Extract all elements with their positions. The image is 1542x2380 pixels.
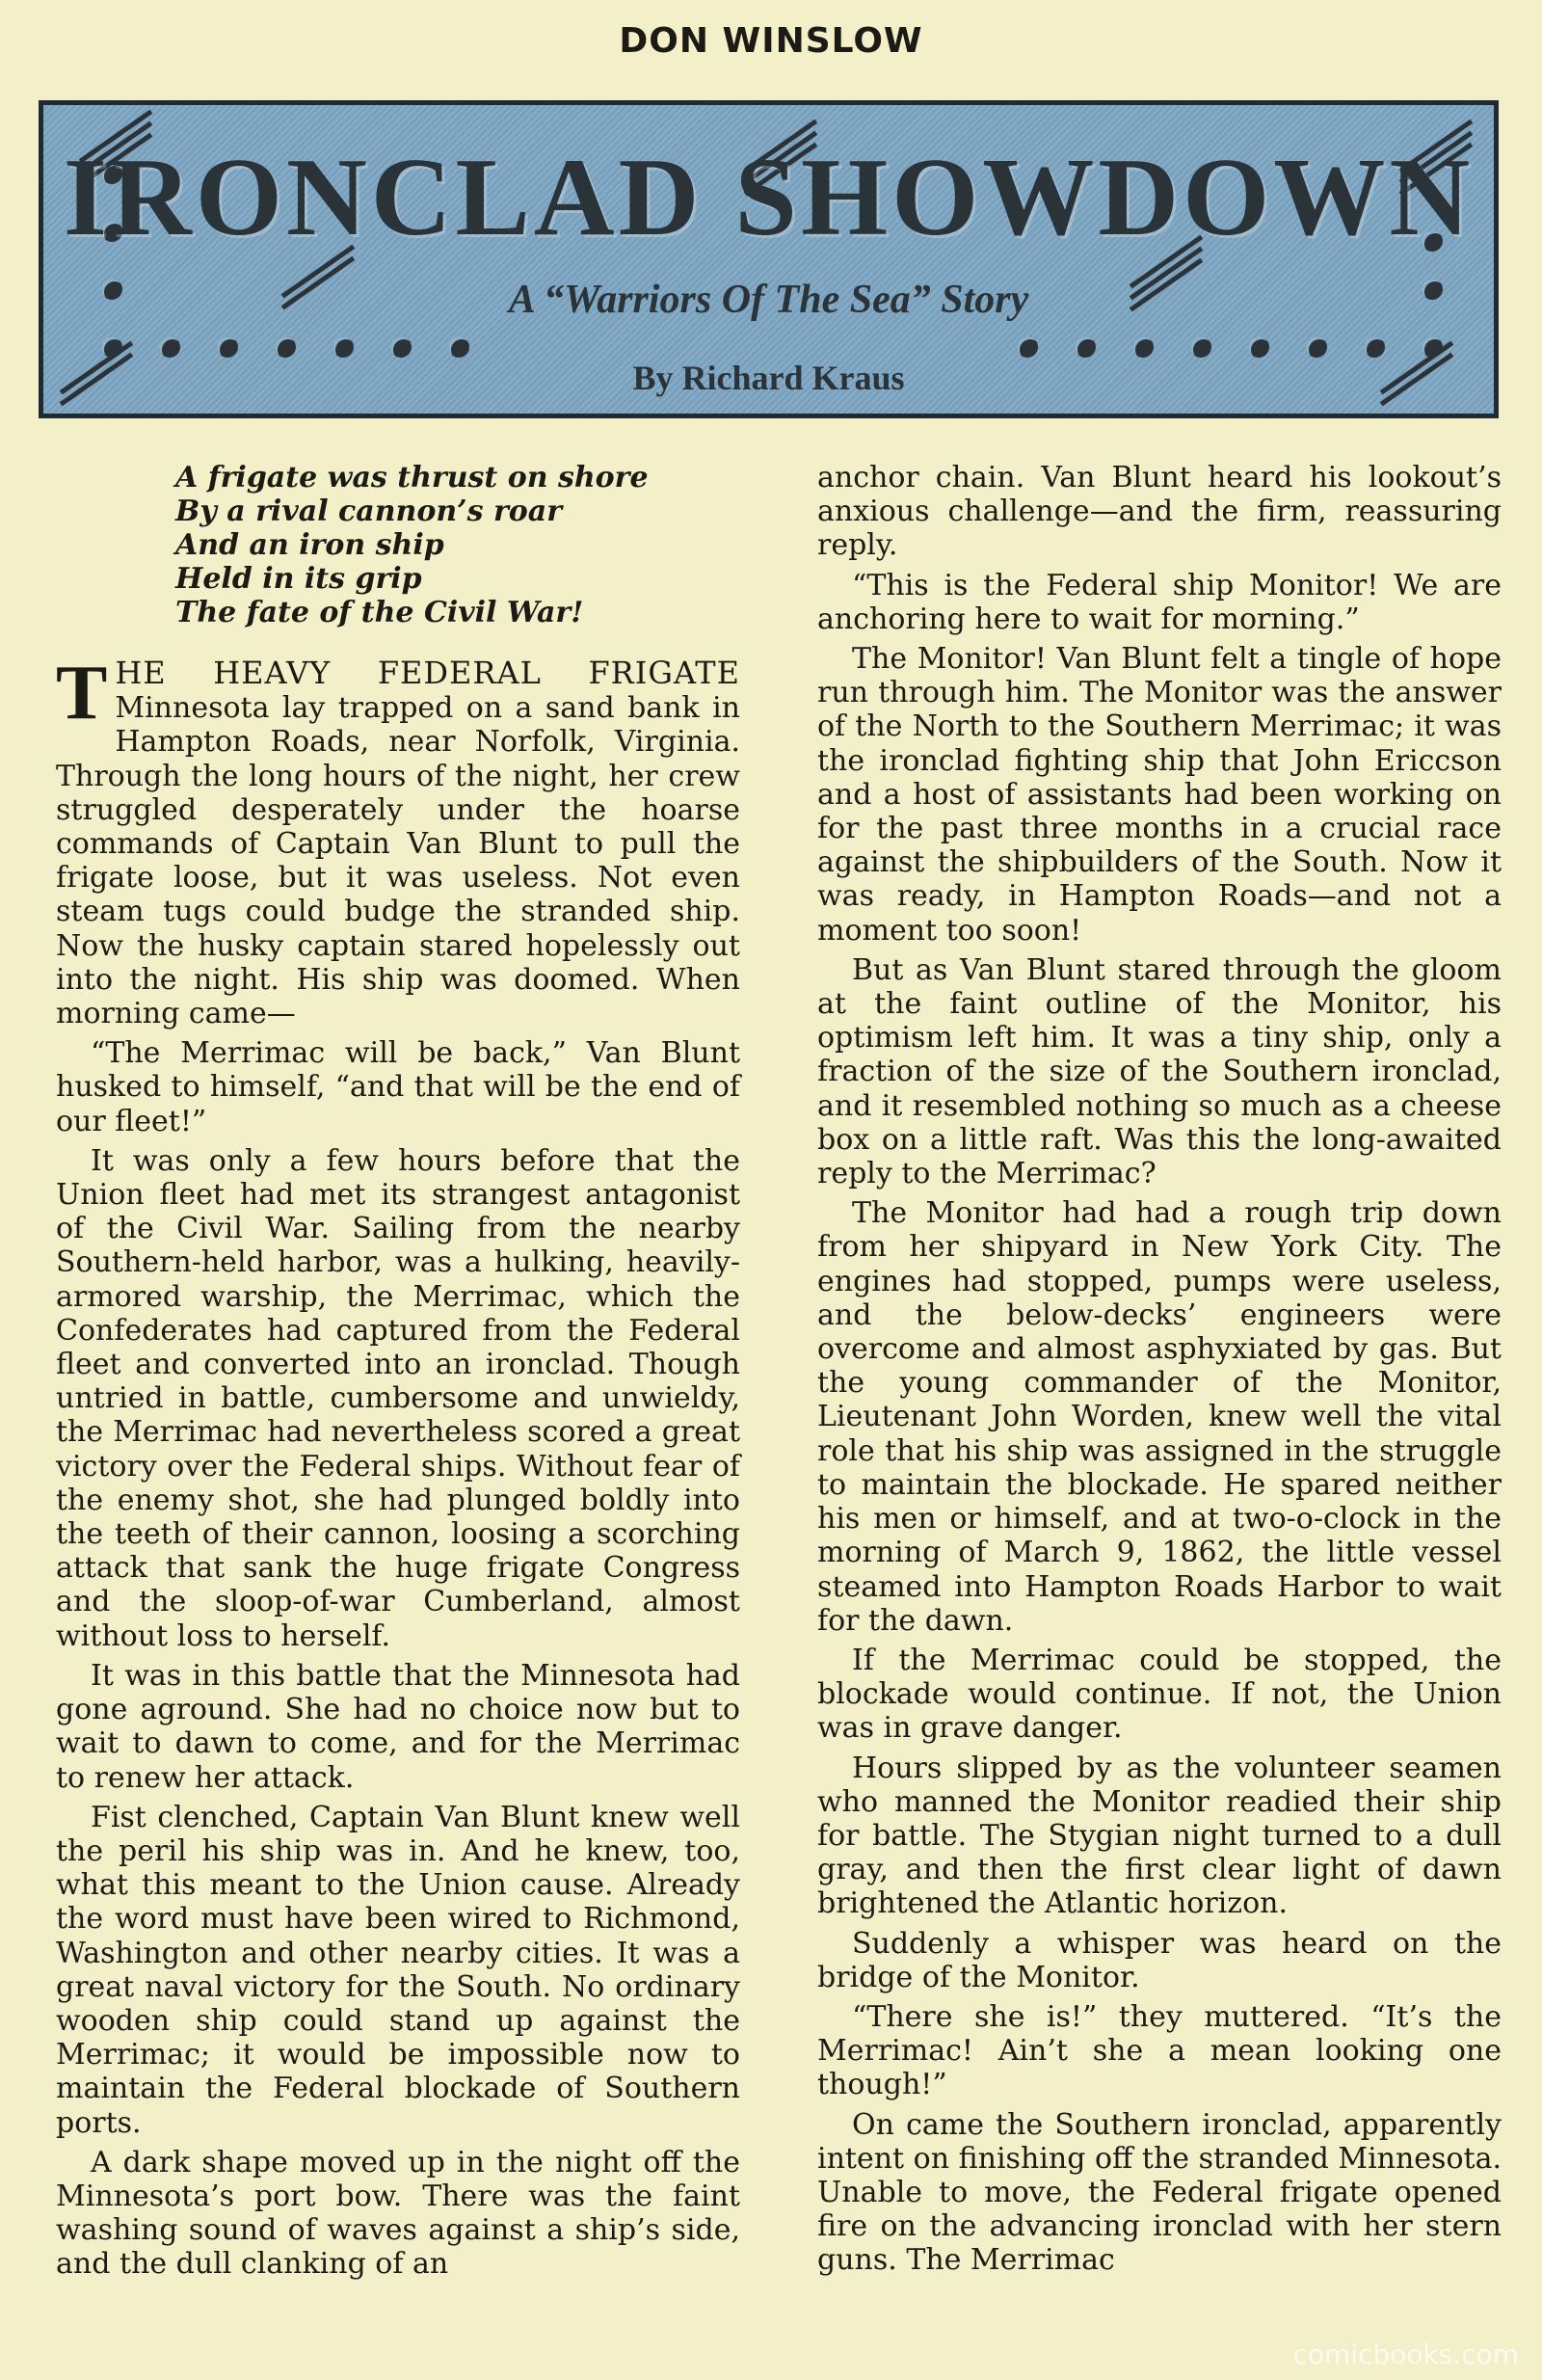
- title-banner: [39, 100, 1499, 418]
- paragraph: The Monitor! Van Blunt felt a tingle of hope run through him. The Monitor was the answer of the North to the Southern Merrimac; it was the ironclad fighting ship that John Ericcson and a host of assistants had been working on for the past three months in a crucial race against the shipbuilders of the South. Now it was ready, in Hampton Roads—and not a moment too soon!: [817, 642, 1502, 948]
- rivet-icon: [1306, 336, 1327, 358]
- poem-line: The fate of the Civil War!: [175, 596, 584, 629]
- paragraph: A dark shape moved up in the night off the Minnesota’s port bow. There was the faint washing sound of waves against a ship’s side, and the dull clanking of an: [56, 2145, 740, 2282]
- paragraph: But as Van Blunt stared through the gloom at the faint outline of the Monitor, his optimism left him. It was a tiny ship, only a fraction of the size of the Southern ironclad, and it resembled nothing so much as a cheese box on a little raft. Was this the long-awaited reply to the Merrimac?: [817, 952, 1502, 1191]
- rivet-icon: [390, 336, 412, 358]
- paragraph: Fist clenched, Captain Van Blunt knew well the peril his ship was in. And he knew, too, what this meant to the Union cause. Already the word must have been wired to Richmond, Washington and other nearby cities. It was a great naval victory for the South. No ordinary wooden ship could stand up against the Merrimac; it would be impossible now to maintain the Federal blockade of Southern ports.: [56, 1800, 740, 2140]
- paragraph: Hours slipped by as the volunteer seamen who manned the Monitor readied their ship for battle. The Stygian night turned to a dull gray, and then the first clear light of dawn brightened the Atlantic horizon.: [817, 1751, 1502, 1921]
- story-title: IRONCLAD SHOWDOWN: [63, 136, 1475, 259]
- rivet-icon: [332, 336, 354, 358]
- story-subtitle: A “Warriors Of The Sea” Story: [508, 278, 1029, 322]
- left-column: [56, 461, 740, 2287]
- poem-line: A frigate was thrust on shore: [175, 461, 649, 495]
- rivet-icon: [1190, 336, 1211, 358]
- rivet-icon: [1132, 336, 1154, 358]
- paragraph: If the Merrimac could be stopped, the blockade would continue. If not, the Union was in grave danger.: [817, 1643, 1502, 1746]
- rivet-icon: [1075, 336, 1096, 358]
- rivet-icon: [217, 336, 238, 358]
- rivet-icon: [1248, 336, 1269, 358]
- lead-caps: HE HEAVY FEDERAL FRIGATE: [115, 655, 740, 691]
- paragraph: It was only a few hours before that the Union fleet had met its strangest antagonist of the Civil War. Sailing from the nearby Southern-held harbor, was a hulking, heavily-armored warship, the Merrimac, which the Confederates had captured from the Federal fleet and converted into an ironclad. Though untried in battle, cumbersome and unwieldy, the Merrimac had nevertheless scored a great victory over the Federal ships. Without fear of the enemy shot, she had plunged boldly into the teeth of their cannon, loosing a scorching attack that sank the huge frigate Congress and the sloop-of-war Cumberland, almost without loss to herself.: [56, 1143, 740, 1653]
- epigraph-poem: [175, 461, 740, 629]
- paragraph: It was in this battle that the Minnesota had gone aground. She had no choice now but to wait to dawn to come, and for the Merrimac to renew her attack.: [56, 1658, 740, 1795]
- paragraph: Suddenly a whisper was heard on the bridge of the Monitor.: [817, 1926, 1502, 1994]
- poem-line: Held in its grip: [175, 562, 422, 596]
- page-header: DON WINSLOW: [619, 21, 923, 61]
- rivet-icon: [448, 336, 469, 358]
- watermark: comicbooks.com: [1292, 2339, 1519, 2370]
- paragraph: “This is the Federal ship Monitor! We are anchoring here to wait for morning.”: [817, 568, 1502, 636]
- lead-text: Minnesota lay trapped on a sand bank in Hampton Roads, near Norfolk, Virginia. Through the long hours of the night, her crew struggled desperately under the hoarse commands of Captain Van Blunt to pull the frigate loose, but it was useless. Not even steam tugs could budge the stranded ship. Now the husky captain stared hopelessly out into the night. His ship was doomed. When morning came—: [56, 691, 740, 1031]
- continued-paragraph: anchor chain. Van Blunt heard his lookout’s anxious challenge—and the firm, reassuring reply.: [817, 461, 1502, 563]
- paragraph: “The Merrimac will be back,” Van Blunt husked to himself, “and that will be the end of our fleet!”: [56, 1036, 740, 1138]
- paragraph: “There she is!” they muttered. “It’s the Merrimac! Ain’t she a mean looking one though!”: [817, 1999, 1502, 2102]
- rivet-icon: [1017, 336, 1038, 358]
- poem-line: By a rival cannon’s roar: [175, 495, 563, 528]
- right-column: [817, 461, 1502, 2284]
- poem-line: And an iron ship: [175, 528, 444, 562]
- rivet-icon: [159, 336, 180, 358]
- rivet-icon: [275, 336, 296, 358]
- paragraph: The Monitor had had a rough trip down from her shipyard in New York City. The engines had stopped, pumps were useless, and the below-decks’ engineers were overcome and almost asphyxiated by gas. But the young commander of the Monitor, Lieutenant John Worden, knew well the vital role that his ship was assigned in the struggle to maintain the blockade. He spared neither his men or himself, and at two-o-clock in the morning of March 9, 1862, the little vessel steamed into Hampton Roads Harbor to wait for the dawn.: [817, 1196, 1502, 1638]
- story-byline: By Richard Kraus: [632, 359, 905, 397]
- paragraph: On came the Southern ironclad, apparently intent on finishing off the stranded Minnesota. Unable to move, the Federal frigate opened fire on the advancing ironclad with her stern guns. The Merrimac: [817, 2107, 1502, 2278]
- lead-paragraph: [56, 651, 740, 1031]
- drop-cap: T: [56, 651, 108, 735]
